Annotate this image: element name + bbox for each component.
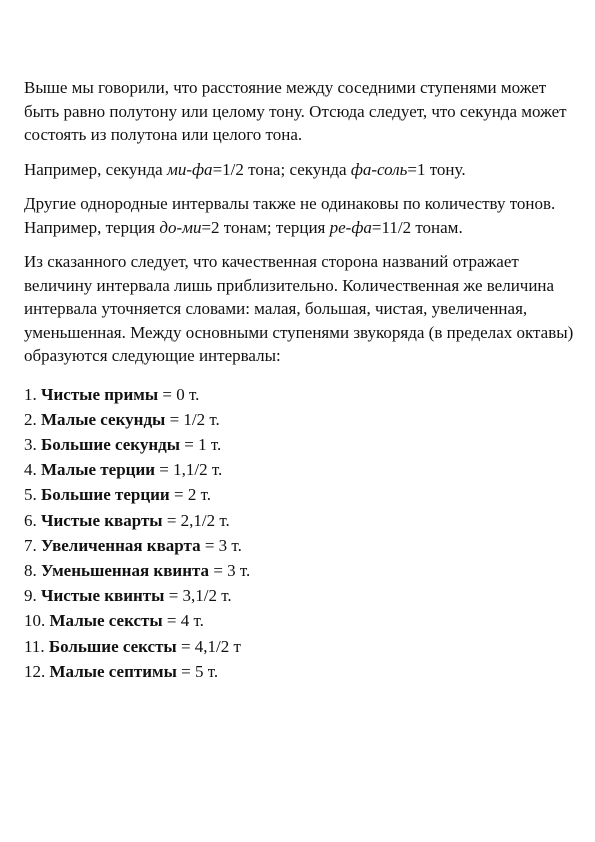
item-number: 11. xyxy=(24,636,49,656)
item-name: Малые секунды xyxy=(41,409,166,429)
list-item xyxy=(24,659,575,684)
item-number: 1. xyxy=(24,384,41,404)
list-item xyxy=(24,634,575,659)
interval-name-mi-fa: ми-фа xyxy=(166,159,213,179)
item-number: 6. xyxy=(24,510,41,530)
item-number: 5. xyxy=(24,485,41,505)
item-name: Малые сексты xyxy=(49,611,163,631)
item-name: Чистые квинты xyxy=(41,586,165,606)
paragraph-explanation: Из сказанного следует, что качественная сторона названий отражает величину интервала лишь приблизительно. Количественная же величина интервала уточняется словами: малая, большая, чистая, увеличенная, уменьшенная. Между основными ступенями звукоряда (в пределах октавы) образуются следующие интервалы: xyxy=(24,252,574,365)
item-value: = 3 т. xyxy=(200,535,242,555)
list-item xyxy=(24,432,575,457)
item-number: 9. xyxy=(24,586,41,606)
interval-name-fa-sol: фа-соль xyxy=(350,159,408,179)
item-name: Большие терции xyxy=(41,485,170,505)
item-number: 4. xyxy=(24,460,41,480)
paragraph-second-example xyxy=(24,158,575,182)
item-name: Увеличенная кварта xyxy=(41,535,201,555)
item-name: Малые септимы xyxy=(49,661,177,681)
item-name: Большие сексты xyxy=(48,636,177,656)
list-item xyxy=(24,457,575,482)
item-value: = 1,1/2 т. xyxy=(155,460,223,480)
list-item xyxy=(24,558,575,583)
paragraph-third-example xyxy=(24,192,575,239)
list-item xyxy=(24,382,575,407)
item-value: = 4 т. xyxy=(162,611,204,631)
item-number: 7. xyxy=(24,535,41,555)
item-value: = 3,1/2 т. xyxy=(164,586,232,606)
item-value: = 1/2 т. xyxy=(165,409,220,429)
item-value: = 0 т. xyxy=(158,384,200,404)
item-number: 3. xyxy=(24,434,41,454)
item-name: Чистые кварты xyxy=(41,510,163,530)
item-name: Уменьшенная квинта xyxy=(41,560,210,580)
text: =11/2 тонам. xyxy=(371,217,463,237)
text: Например, секунда xyxy=(24,159,167,179)
item-value: = 4,1/2 т xyxy=(176,636,241,656)
item-name: Большие секунды xyxy=(41,434,181,454)
item-number: 12. xyxy=(24,661,50,681)
list-item xyxy=(24,533,575,558)
item-value: = 1 т. xyxy=(180,434,222,454)
item-value: = 2 т. xyxy=(169,485,211,505)
item-value: = 5 т. xyxy=(176,661,219,681)
item-value: = 3 т. xyxy=(209,560,251,580)
item-number: 10. xyxy=(24,611,50,631)
item-value: = 2,1/2 т. xyxy=(162,510,230,530)
item-name: Чистые примы xyxy=(41,384,159,404)
list-item xyxy=(24,508,575,533)
list-item xyxy=(24,407,575,432)
list-item xyxy=(24,608,575,633)
interval-name-re-fa: ре-фа xyxy=(329,217,372,237)
text: =2 тонам; терция xyxy=(201,217,330,237)
interval-list xyxy=(24,382,575,684)
paragraph-intro: Выше мы говорили, что расстояние между соседними ступенями может быть равно полутону или целому тону. Отсюда следует, что секунда может состоять из полутона или целого тона. xyxy=(24,78,567,144)
text: =1/2 тона; секунда xyxy=(212,159,351,179)
item-number: 8. xyxy=(24,560,41,580)
item-name: Малые терции xyxy=(41,460,156,480)
list-item xyxy=(24,583,575,608)
text: =1 тону. xyxy=(407,159,466,179)
item-number: 2. xyxy=(24,409,41,429)
text: Другие однородные интервалы также не одинаковы по количеству тонов. Например, терция xyxy=(24,194,556,237)
list-item xyxy=(24,482,575,507)
interval-name-do-mi: до-ми xyxy=(159,217,202,237)
